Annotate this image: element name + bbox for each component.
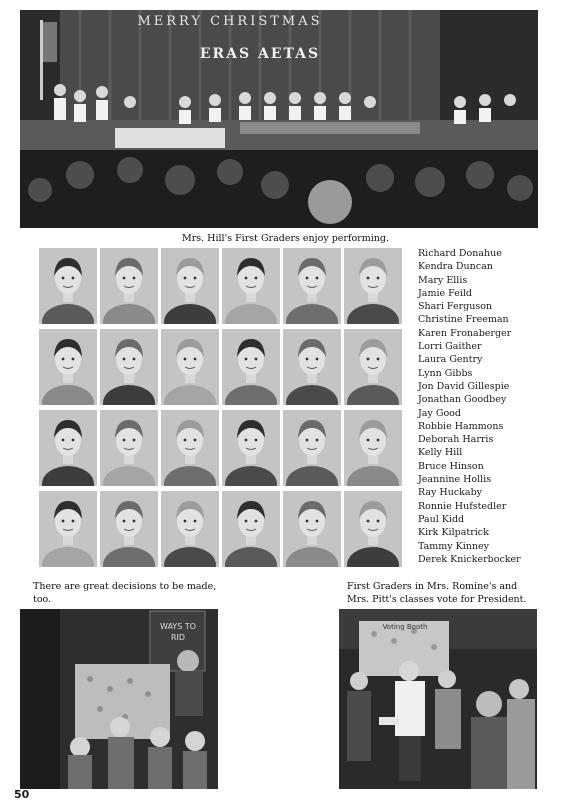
performance-photo <box>20 10 538 228</box>
student-portrait <box>222 491 280 567</box>
student-portrait <box>283 410 341 486</box>
student-portrait <box>344 491 402 567</box>
student-portrait <box>39 248 97 324</box>
student-portrait <box>100 329 158 405</box>
student-portrait <box>222 329 280 405</box>
portrait-grid <box>39 248 401 567</box>
student-name: Jon David Gillespie <box>418 380 510 392</box>
student-name: Kirk Kilpatrick <box>418 527 489 539</box>
sign-text: WAYS TO RID <box>159 622 196 642</box>
student-name: Deborah Harris <box>418 434 494 446</box>
student-name: Laura Gentry <box>418 354 483 366</box>
student-name: Lorri Gaither <box>418 341 482 353</box>
student-name: Jeannine Hollis <box>418 474 492 486</box>
decisions-photo <box>20 609 218 789</box>
student-portrait <box>344 329 402 405</box>
student-portrait <box>283 491 341 567</box>
student-portrait <box>39 491 97 567</box>
voting-photo <box>339 609 537 789</box>
student-portrait <box>344 248 402 324</box>
banner-text: MERRY CHRISTMAS <box>137 14 323 29</box>
decisions-caption: There are great decisions to be made, too. <box>33 581 217 605</box>
student-name: Shari Ferguson <box>418 301 493 313</box>
performance-caption: Mrs. Hill's First Graders enjoy performing. <box>182 233 389 244</box>
voting-caption: First Graders in Mrs. Romine's and Mrs. Pitt's classes vote for President. <box>347 581 527 605</box>
booth-text: Voting Booth <box>382 623 428 631</box>
student-portrait <box>283 248 341 324</box>
student-name: Richard Donahue <box>418 248 502 259</box>
student-name: Mary Ellis <box>418 274 468 286</box>
banner-text-2: ERAS AETAS <box>199 46 321 62</box>
student-name: Jay Good <box>418 407 461 419</box>
student-name: Robbie Hammons <box>418 420 504 432</box>
page-number: 50 <box>14 788 30 801</box>
student-name: Karen Fronaberger <box>418 327 512 339</box>
student-portrait <box>344 410 402 486</box>
student-portrait <box>39 410 97 486</box>
student-name: Ronnie Hufstedler <box>418 500 507 512</box>
student-portrait <box>100 248 158 324</box>
student-name: Kendra Duncan <box>418 261 493 273</box>
student-name: Christine Freeman <box>418 314 509 326</box>
student-name: Ray Huckaby <box>418 487 483 499</box>
student-name: Lynn Gibbs <box>418 367 473 379</box>
student-portrait <box>161 491 219 567</box>
student-portrait <box>100 410 158 486</box>
student-portrait <box>161 410 219 486</box>
student-portrait <box>39 329 97 405</box>
student-portrait <box>100 491 158 567</box>
student-name: Derek Knickerbocker <box>418 553 521 565</box>
name-list <box>418 247 568 566</box>
student-portrait <box>222 248 280 324</box>
student-name: Tammy Kinney <box>418 540 490 552</box>
student-portrait <box>161 329 219 405</box>
student-name: Paul Kidd <box>418 513 465 525</box>
student-portrait <box>161 248 219 324</box>
student-name: Bruce Hinson <box>418 460 484 472</box>
student-name: Jonathan Goodbey <box>418 394 507 406</box>
student-portrait <box>222 410 280 486</box>
student-portrait <box>283 329 341 405</box>
student-name: Kelly Hill <box>418 447 463 459</box>
student-name: Jamie Feild <box>418 287 473 299</box>
